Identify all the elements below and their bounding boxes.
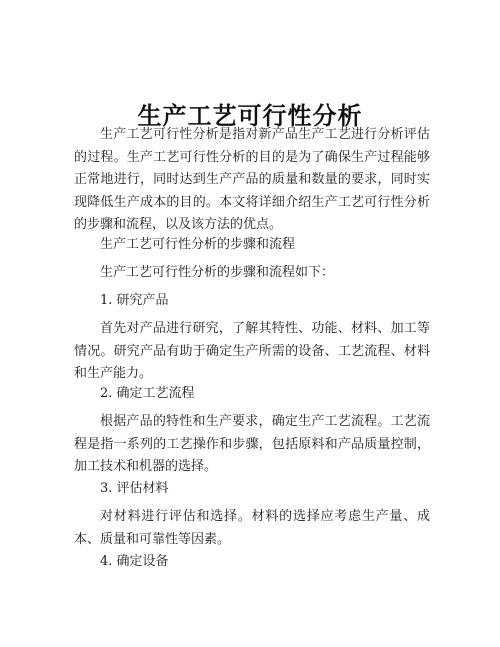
step-2-paragraph: 根据产品的特性和生产要求，确定生产工艺流程。工艺流程是指一系列的工艺操作和步骤，包括原料和产品质量控制，加工技术和机器的选择。 xyxy=(74,414,430,474)
step-4-heading: 4. 确定设备 xyxy=(100,554,169,569)
step-2-heading: 2. 确定工艺流程 xyxy=(100,386,195,401)
section-heading-steps: 生产工艺可行性分析的步骤和流程 xyxy=(100,237,296,252)
step-3-heading: 3. 评估材料 xyxy=(100,481,169,496)
step-1-heading: 1. 研究产品 xyxy=(100,293,169,308)
steps-intro-line: 生产工艺可行性分析的步骤和流程如下： xyxy=(100,265,335,280)
step-3-paragraph: 对材料进行评估和选择。材料的选择应考虑生产量、成本、质量和可靠性等因素。 xyxy=(74,509,430,547)
document-title: 生产工艺可行性分析 xyxy=(137,101,363,131)
step-1-paragraph: 首先对产品进行研究，了解其特性、功能、材料、加工等情况。研究产品有助于确定生产所需的设备、工艺流程、材料和生产能力。 xyxy=(74,321,430,381)
intro-paragraph: 生产工艺可行性分析是指对新产品生产工艺进行分析评估的过程。生产工艺可行性分析的目的是为了确保生产过程能够正常地进行，同时达到生产产品的质量和数量的要求，同时实现降低生产成本的目的。本文将详细介绍生产工艺可行性分析的步骤和流程，以及该方法的优点。 xyxy=(74,127,430,232)
